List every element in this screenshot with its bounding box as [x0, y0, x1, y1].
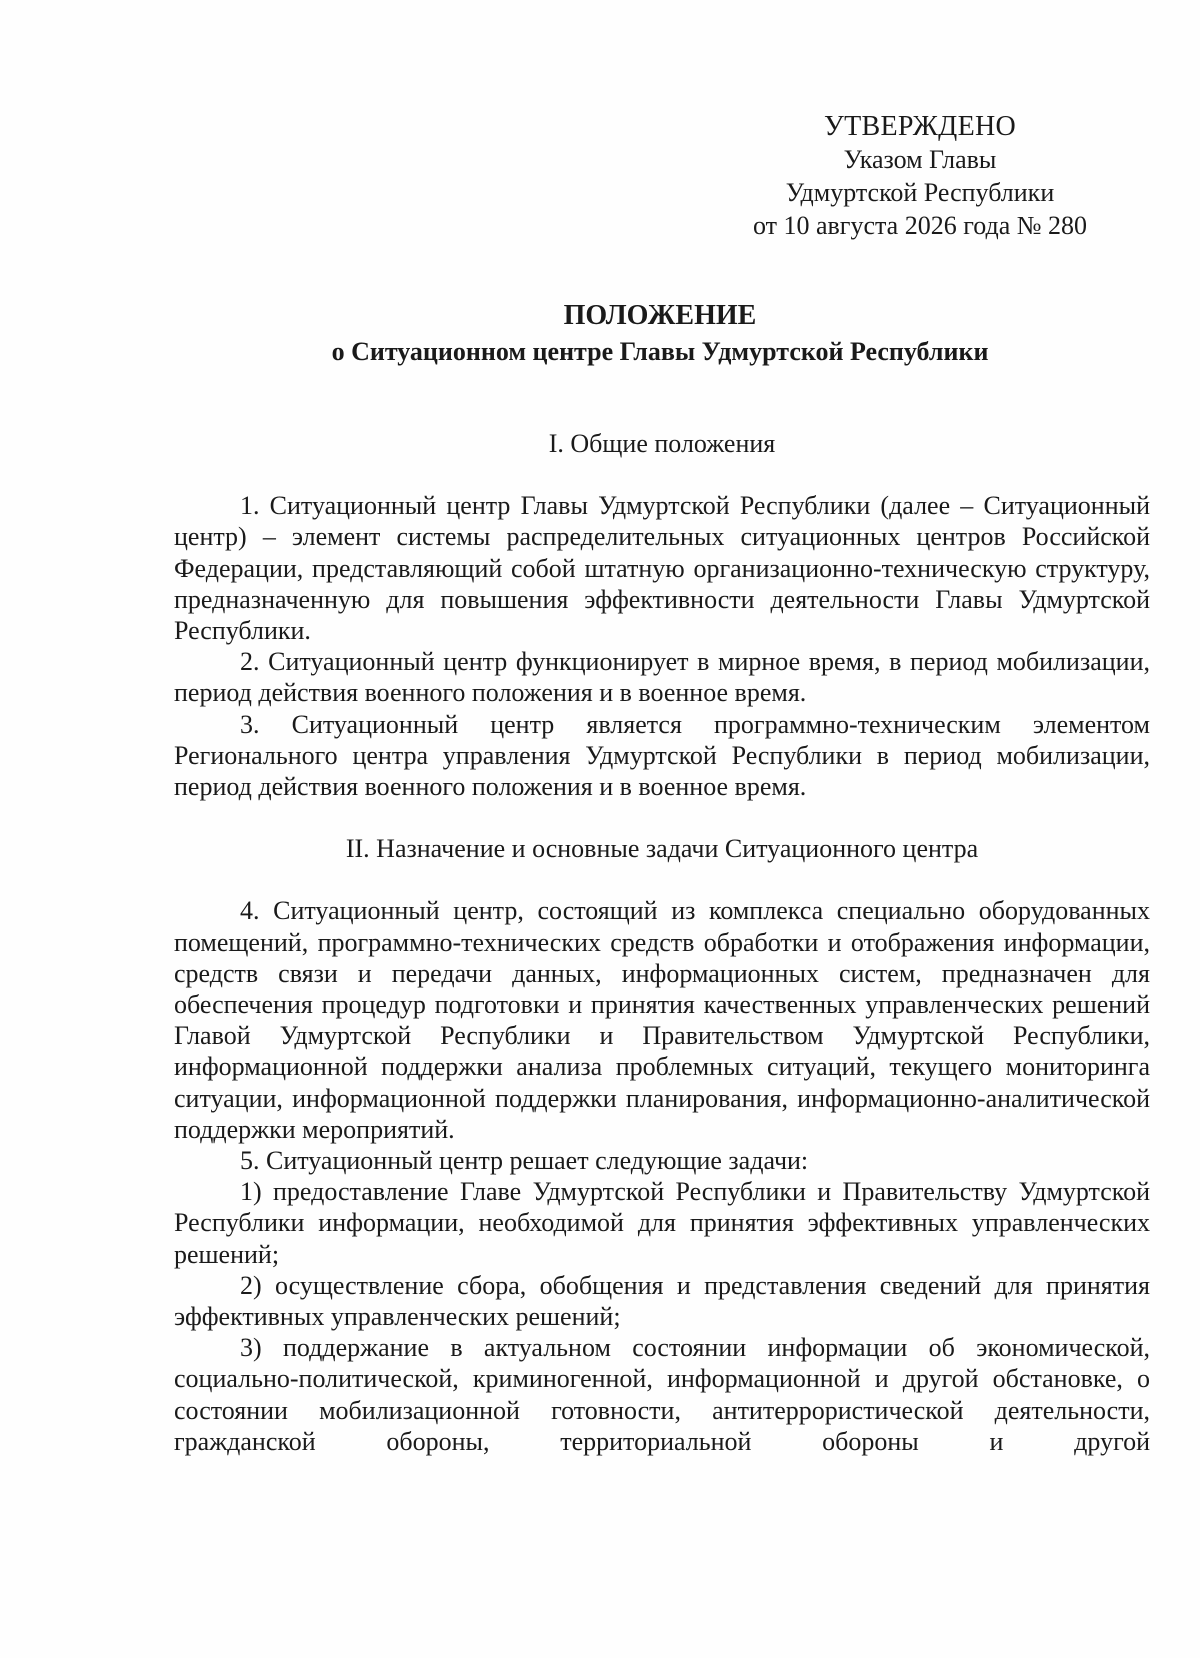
task-item-2: 2) осуществление сбора, обобщения и представления сведений для принятия эффективных управленческих решений;: [174, 1270, 1150, 1332]
document-title-block: [160, 298, 1160, 370]
section-heading-purpose: II. Назначение и основные задачи Ситуационного центра: [345, 834, 979, 864]
task-item-1: 1) предоставление Главе Удмуртской Республики и Правительству Удмуртской Республики информации, необходимой для принятия эффективных управленческих решений;: [174, 1177, 1150, 1269]
task-item-3: 3) поддержание в актуальном состоянии информации об экономической, социально-политической, криминогенной, информационной и другой обстановке, о состоянии мобилизационной готовности, антитеррористической деятельности, гражданской обороны, территориальной обороны и другой: [174, 1333, 1150, 1456]
section-heading-general: I. Общие положения: [548, 429, 776, 458]
approval-heading: УТВЕРЖДЕНО: [823, 111, 1017, 142]
approval-line-1: Указом Главы: [843, 145, 997, 174]
paragraph-4: 4. Ситуационный центр, состоящий из комплекса специально оборудованных помещений, программно-технических средств обработки и отображения информации, средств связи и передачи данных, информационных систем, предназначен для обеспечения процедур подготовки и принятия качественных управленческих решений Главой Удмуртской Республики и Правительством Удмуртской Республики, информационной поддержки анализа проблемных ситуаций, текущего мониторинга ситуации, информационной поддержки планирования, информационно-аналитической поддержки мероприятий.: [174, 896, 1150, 1144]
approval-line-3: от 10 августа 2026 года № 280: [752, 211, 1088, 240]
document-subtitle: о Ситуационном центре Главы Удмуртской Республики: [331, 337, 989, 366]
approval-stamp: [720, 110, 1120, 242]
document-body: [174, 428, 1150, 1457]
paragraph-3: 3. Ситуационный центр является программно-техническим элементом Регионального центра управления Удмуртской Республики в период мобилизации, период действия военного положения и в военное время.: [174, 709, 1150, 802]
approval-line-2: Удмуртской Республики: [785, 178, 1055, 207]
paragraph-5: 5. Ситуационный центр решает следующие задачи:: [240, 1146, 809, 1176]
paragraph-2: 2. Ситуационный центр функционирует в мирное время, в период мобилизации, период действия военного положения и в военное время.: [174, 647, 1150, 708]
paragraph-1: 1. Ситуационный центр Главы Удмуртской Республики (далее – Ситуационный центр) – элемент системы распределительных ситуационных центров Российской Федерации, представляющий собой штатную организационно-техническую структуру, предназначенную для повышения эффективности деятельности Главы Удмуртской Республики.: [174, 491, 1150, 646]
document-title: ПОЛОЖЕНИЕ: [563, 300, 757, 331]
